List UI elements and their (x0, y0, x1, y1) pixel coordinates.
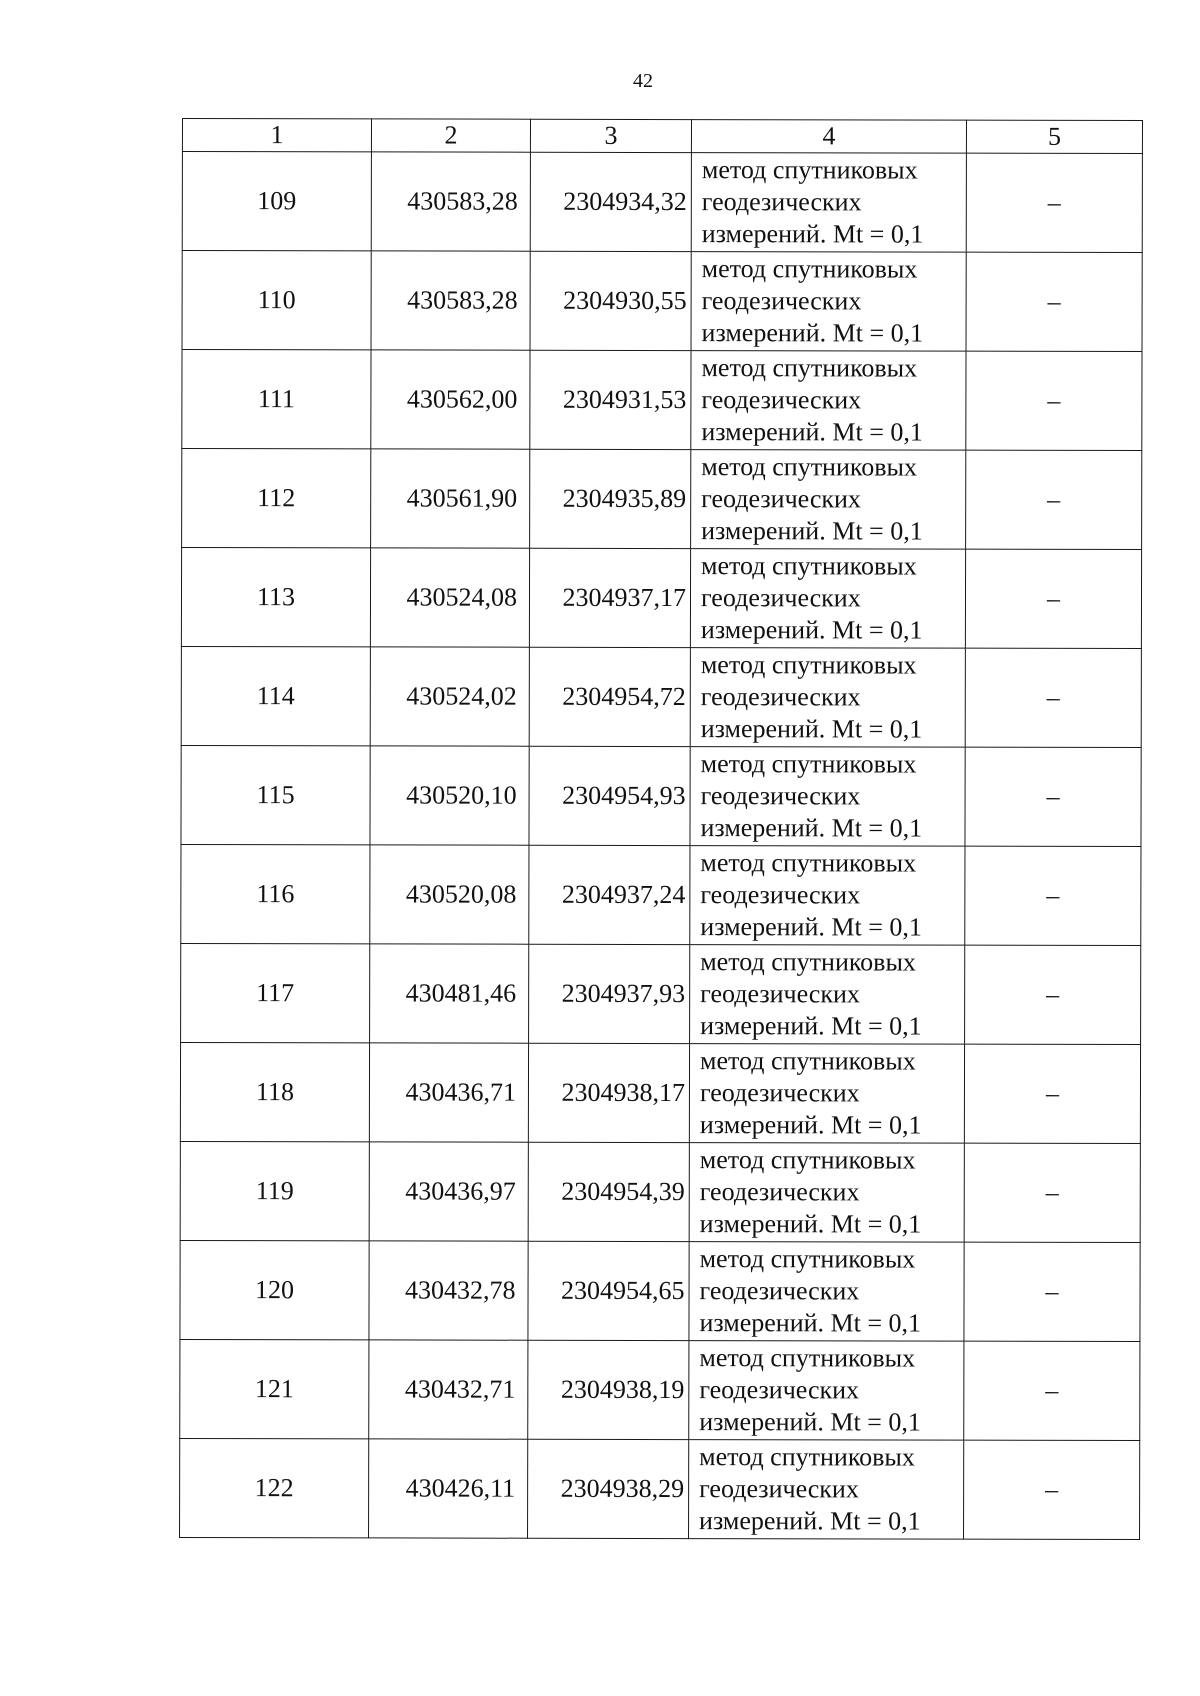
method-line-2: геодезических (701, 286, 862, 316)
method-line-3: измерений. Mt = 0,1 (699, 1110, 922, 1140)
column-header-1: 1 (182, 119, 371, 152)
x-coordinate-cell: 430520,10 (370, 746, 529, 845)
point-number-cell: 110 (182, 251, 371, 350)
point-number-cell: 111 (182, 350, 371, 449)
description-cell: – (965, 747, 1141, 846)
method-line-2: геодезических (700, 979, 860, 1009)
point-number-cell: 116 (181, 844, 370, 943)
method-cell (689, 1242, 964, 1342)
y-coordinate-cell: 2304938,17 (528, 1043, 689, 1142)
table-row (181, 943, 1141, 1044)
method-line-3: измерений. Mt = 0,1 (699, 1407, 921, 1437)
method-line-3: измерений. Mt = 0,1 (701, 318, 924, 348)
x-coordinate-cell: 430432,71 (369, 1340, 528, 1439)
description-cell: – (965, 945, 1141, 1044)
point-number-cell: 119 (180, 1141, 369, 1240)
method-line-2: геодезических (700, 880, 861, 910)
x-coordinate-cell: 430481,46 (370, 944, 529, 1043)
table-row (180, 1042, 1140, 1143)
description-cell: – (964, 1341, 1140, 1440)
method-line-2: геодезических (699, 1375, 860, 1405)
point-number-cell: 112 (182, 449, 371, 548)
y-coordinate-cell: 2304954,72 (529, 647, 690, 746)
method-line-3: измерений. Mt = 0,1 (700, 615, 923, 645)
method-line-3: измерений. Mt = 0,1 (699, 1308, 922, 1338)
description-cell: – (965, 846, 1141, 945)
x-coordinate-cell: 430520,08 (370, 845, 529, 944)
method-cell (690, 648, 965, 748)
table-row (182, 350, 1142, 451)
column-header-5: 5 (966, 120, 1142, 153)
method-line-2: геодезических (699, 1474, 859, 1504)
table-row (180, 1438, 1140, 1539)
method-line-1: метод спутниковых (699, 1244, 916, 1274)
method-line-1: метод спутниковых (701, 155, 918, 185)
method-line-3: измерений. Mt = 0,1 (699, 1506, 921, 1536)
description-cell: – (966, 351, 1142, 450)
method-line-3: измерений. Mt = 0,1 (700, 1011, 922, 1041)
x-coordinate-cell: 430562,00 (371, 350, 530, 449)
point-number-cell: 121 (180, 1339, 369, 1438)
description-cell: – (965, 648, 1141, 747)
method-line-1: метод спутниковых (699, 1442, 915, 1472)
point-number-cell: 122 (180, 1438, 369, 1537)
method-line-1: метод спутниковых (700, 650, 917, 680)
table-body (180, 152, 1143, 1540)
method-line-1: метод спутниковых (701, 254, 918, 284)
method-cell (689, 1440, 964, 1540)
table-row (181, 548, 1141, 649)
method-line-3: измерений. Mt = 0,1 (700, 714, 923, 744)
method-line-3: измерений. Mt = 0,1 (701, 417, 923, 447)
point-number-cell: 109 (182, 152, 371, 251)
column-header-4: 4 (691, 120, 966, 154)
description-cell: – (964, 1044, 1140, 1143)
method-cell (690, 846, 965, 946)
y-coordinate-cell: 2304934,32 (530, 152, 691, 251)
point-number-cell: 115 (181, 745, 370, 844)
method-line-2: геодезических (699, 1078, 860, 1108)
table-row (181, 745, 1141, 846)
method-cell (690, 549, 965, 649)
table-row (181, 646, 1141, 747)
table-row (182, 449, 1142, 550)
x-coordinate-cell: 430583,28 (371, 152, 530, 251)
method-line-2: геодезических (701, 187, 862, 217)
description-cell: – (964, 1440, 1140, 1539)
table-row (180, 1339, 1140, 1440)
method-line-1: метод спутниковых (699, 1343, 916, 1373)
x-coordinate-cell: 430561,90 (371, 449, 530, 548)
method-line-2: геодезических (699, 1177, 860, 1207)
point-number-cell: 113 (181, 548, 370, 647)
method-line-2: геодезических (700, 682, 861, 712)
method-line-3: измерений. Mt = 0,1 (701, 516, 923, 546)
method-line-1: метод спутниковых (700, 848, 917, 878)
table-header-row (182, 119, 1142, 154)
x-coordinate-cell: 430426,11 (369, 1439, 528, 1538)
y-coordinate-cell: 2304954,93 (529, 746, 690, 845)
y-coordinate-cell: 2304935,89 (530, 449, 691, 548)
method-cell (689, 1341, 964, 1441)
point-number-cell: 114 (181, 646, 370, 745)
method-line-3: измерений. Mt = 0,1 (700, 912, 922, 942)
method-line-1: метод спутниковых (701, 353, 918, 383)
method-line-3: измерений. Mt = 0,1 (699, 1209, 922, 1239)
method-line-3: измерений. Mt = 0,1 (700, 813, 923, 843)
y-coordinate-cell: 2304938,29 (528, 1439, 689, 1538)
x-coordinate-cell: 430436,71 (369, 1043, 528, 1142)
y-coordinate-cell: 2304954,39 (528, 1142, 689, 1241)
method-line-3: измерений. Mt = 0,1 (701, 219, 924, 249)
method-line-1: метод спутниковых (701, 452, 918, 482)
method-cell (691, 153, 966, 253)
point-number-cell: 120 (180, 1240, 369, 1339)
method-line-1: метод спутниковых (700, 749, 917, 779)
method-line-1: метод спутниковых (699, 1046, 916, 1076)
y-coordinate-cell: 2304937,93 (529, 944, 690, 1043)
description-cell: – (964, 1143, 1140, 1242)
column-header-3: 3 (530, 119, 691, 152)
description-cell: – (966, 450, 1142, 549)
column-header-2: 2 (371, 119, 530, 152)
table-row (181, 844, 1141, 945)
x-coordinate-cell: 430524,08 (370, 548, 529, 647)
x-coordinate-cell: 430432,78 (369, 1241, 528, 1340)
method-cell (690, 747, 965, 847)
y-coordinate-cell: 2304930,55 (530, 251, 691, 350)
x-coordinate-cell: 430583,28 (371, 251, 530, 350)
page-number: 42 (633, 70, 653, 92)
method-cell (689, 1143, 964, 1243)
method-cell (690, 945, 965, 1045)
x-coordinate-cell: 430436,97 (369, 1142, 528, 1241)
method-cell (691, 351, 966, 451)
table-row (180, 1240, 1140, 1341)
method-line-1: метод спутниковых (699, 1145, 916, 1175)
description-cell: – (966, 252, 1142, 351)
method-line-1: метод спутниковых (701, 551, 917, 581)
description-cell: – (966, 153, 1142, 252)
method-cell (689, 1044, 964, 1144)
point-number-cell: 117 (181, 943, 370, 1042)
method-line-2: геодезических (700, 781, 861, 811)
method-line-2: геодезических (700, 583, 861, 613)
method-cell (691, 450, 966, 550)
description-cell: – (965, 549, 1141, 648)
point-number-cell: 118 (180, 1042, 369, 1141)
y-coordinate-cell: 2304938,19 (528, 1340, 689, 1439)
table-row (182, 251, 1142, 352)
coordinates-table (179, 118, 1143, 1540)
table-row (182, 152, 1142, 253)
x-coordinate-cell: 430524,02 (370, 647, 529, 746)
y-coordinate-cell: 2304954,65 (528, 1241, 689, 1340)
y-coordinate-cell: 2304937,17 (529, 548, 690, 647)
y-coordinate-cell: 2304937,24 (529, 845, 690, 944)
method-line-2: геодезических (701, 484, 861, 514)
method-cell (691, 252, 966, 352)
description-cell: – (964, 1242, 1140, 1341)
method-line-2: геодезических (701, 385, 862, 415)
y-coordinate-cell: 2304931,53 (530, 350, 691, 449)
method-line-2: геодезических (699, 1276, 860, 1306)
table-row (180, 1141, 1140, 1242)
method-line-1: метод спутниковых (700, 947, 916, 977)
